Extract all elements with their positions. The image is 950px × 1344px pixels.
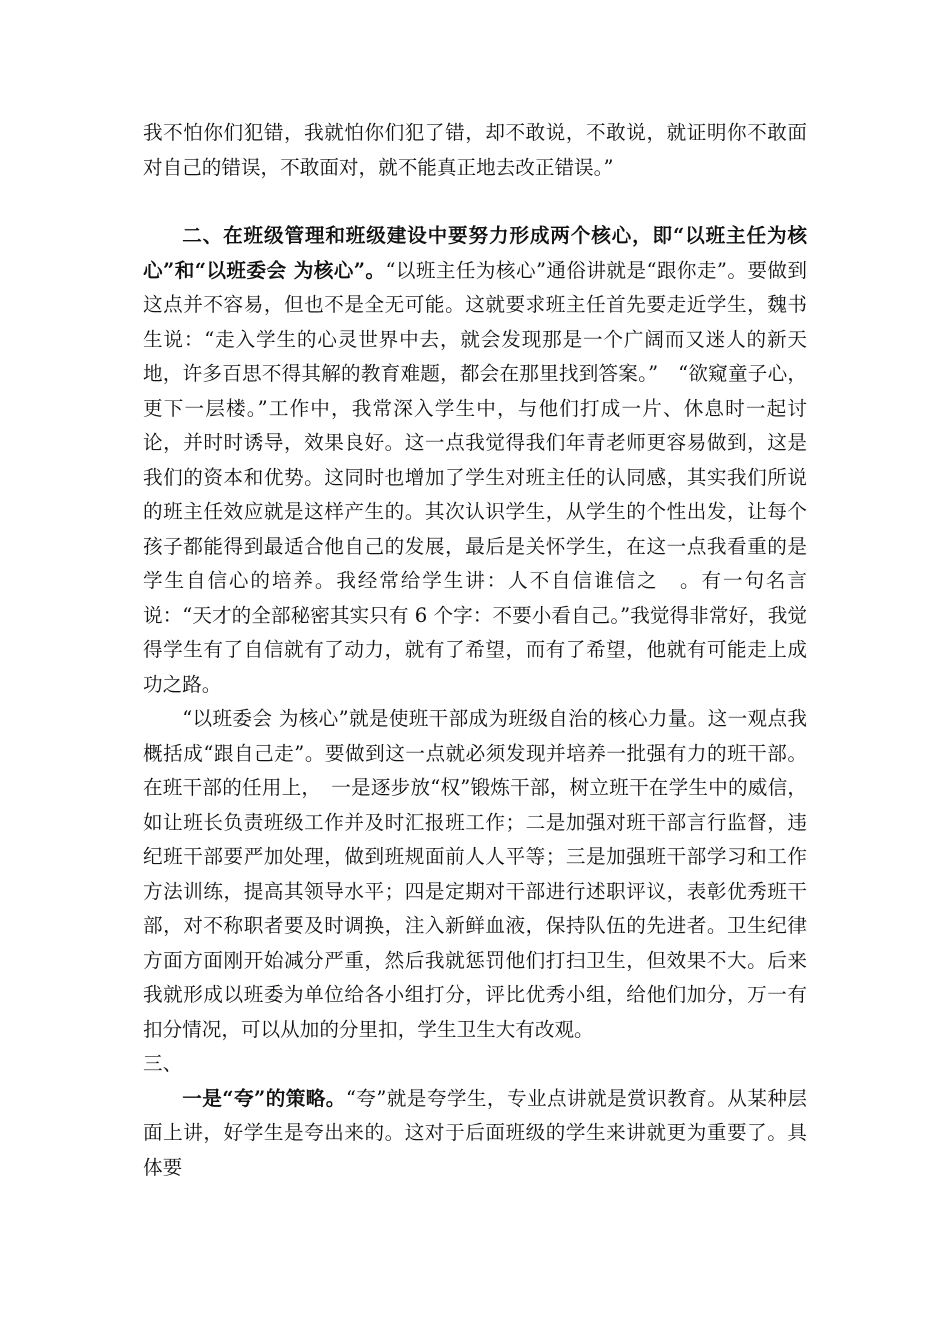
document-page — [143, 116, 807, 1185]
praise-strategy-heading: 一是“夸”的策略。 — [182, 1086, 346, 1110]
praise-strategy-body: “夸”就是夸学生，专业点讲就是赏识教育。从某种层面上讲，好学生是夸出来的。这对于后面班级的学生来讲就更为重要了。具体要 — [143, 1086, 807, 1179]
section-two-body: “以班主任为核心”通俗讲就是“跟你走”。要做到这点并不容易，但也不是全无可能。这就要求班主任首先要走近学生，魏书生说：“走入学生的心灵世界中去，就会发现那是一个广阔而又迷人的新天地，许多百思不得其解的教育难题，都会在那里找到答案。” “欲窥童子心，更下一层楼。”工作中，我常深入学生中，与他们打成一片、休息时一起讨论，并时时诱导，效果良好。这一点我觉得我们年青老师更容易做到，这是我们的资本和优势。这同时也增加了学生对班主任的认同感，其实我们所说的班主任效应就是这样产生的。其次认识学生，从学生的个性出发，让每个孩子都能得到最适合他自己的发展，最后是关怀学生，在这一点我看重的是学生自信心的培养。我经常给学生讲：人不自信谁信之 。有一句名言说：“天才的全部秘密其实只有 6 个字：不要小看自己。”我觉得非常好，我觉得学生有了自信就有了动力，就有了希望，而有了希望，他就有可能走上成功之路。 — [143, 258, 807, 696]
paragraph-class-committee: “以班委会 为核心”就是使班干部成为班级自治的核心力量。这一观点我概括成“跟自己走”。要做到这一点就必须发现并培养一批强有力的班干部。在班干部的任用上， 一是逐步放“权”锻炼干部，树立班干在学生中的威信，如让班长负责班级工作并及时汇报班工作；二是加强对班干部言行监督，违纪班干部要严加处理，做到班规面前人人平等；三是加强班干部学习和工作方法训练，提高其领导水平；四是定期对干部进行述职评议，表彰优秀班干部，对不称职者要及时调换，注入新鲜血液，保持队伍的先进者。卫生纪律方面方面刚开始减分严重，然后我就惩罚他们打扫卫生，但效果不大。后来我就形成以班委为单位给各小组打分，评比优秀小组，给他们加分，万一有扣分情况，可以从加的分里扣，学生卫生大有改观。 — [143, 707, 807, 1041]
paragraph-continuation: 我不怕你们犯错，我就怕你们犯了错，却不敢说，不敢说，就证明你不敢面对自己的错误，不敢面对，就不能真正地去改正错误。” — [143, 121, 807, 179]
paragraph-praise-strategy — [143, 1082, 807, 1186]
paragraph-section-two — [143, 219, 807, 702]
section-three-heading: 三、 — [143, 1052, 183, 1075]
section-two-heading: 二、在班级管理和班级建设中要努力形成两个核心，即“以班主任为核心”和“以班委会 为核心”。 — [143, 224, 807, 282]
